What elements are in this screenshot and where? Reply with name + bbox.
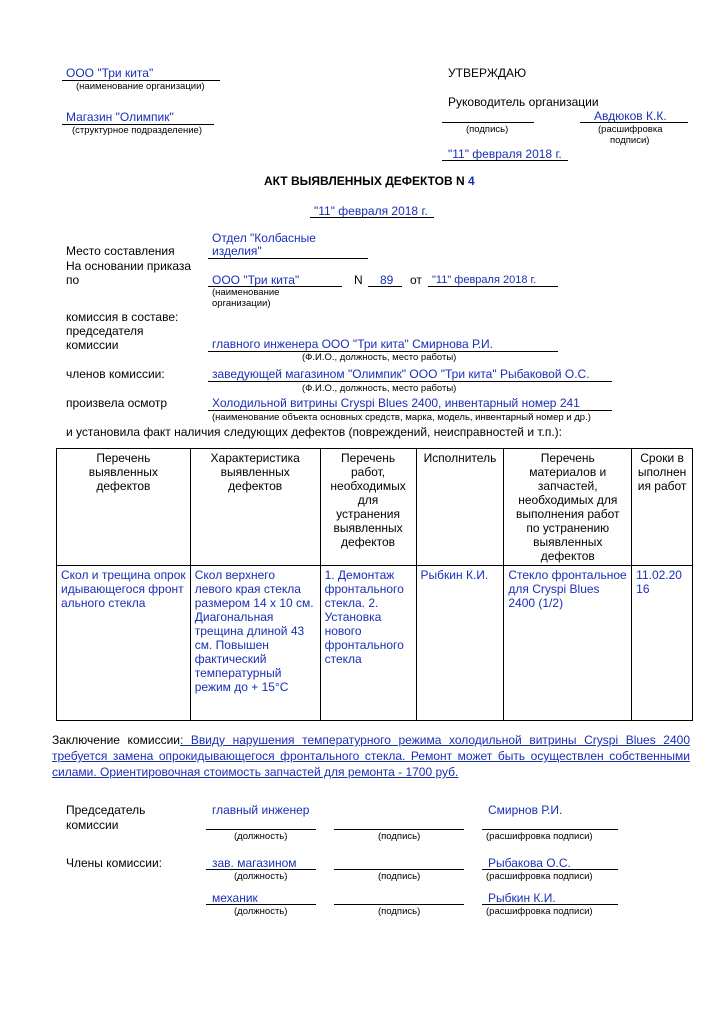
sig-chair-pos-line <box>206 829 316 830</box>
sig-chair-name-line <box>482 829 618 830</box>
table-cell: Стекло фронтальное для Cryspi Blues 2400 (1/2) <box>504 566 632 721</box>
header-cell: Перечень выявленных дефектов <box>57 449 191 566</box>
sig-m2-sign-line <box>334 904 464 905</box>
sig-member1-position: зав. магазином <box>212 856 297 870</box>
sig-chair-decode-caption: (расшифровка подписи) <box>486 831 593 842</box>
sig-m1-sign-line <box>334 869 464 870</box>
sig-m2-name-line <box>482 904 618 905</box>
header-cell: Исполнитель <box>416 449 504 566</box>
sig-chair-sign-caption: (подпись) <box>378 831 421 842</box>
approve-name: Авдюков К.К. <box>594 109 667 123</box>
approve-date-line <box>442 160 568 161</box>
chair-label-1: председателя <box>66 324 144 338</box>
sig-member2-position: механик <box>212 891 258 905</box>
sig-m2-sign-caption: (подпись) <box>378 906 421 917</box>
place-value-1: Отдел "Колбасные <box>212 231 316 245</box>
subdivision-caption: (структурное подразделение) <box>72 125 202 136</box>
sig-member1-name: Рыбакова О.С. <box>488 856 571 870</box>
conclusion <box>52 732 690 780</box>
subdivision-name: Магазин "Олимпик" <box>66 110 174 124</box>
place-label: Место составления <box>66 244 175 258</box>
sig-m1-decode-caption: (расшифровка подписи) <box>486 871 593 882</box>
order-org-caption-1: (наименование <box>212 287 280 298</box>
act-number: 4 <box>468 174 475 188</box>
act-date-line <box>310 217 434 218</box>
sig-chair-label-2: комиссии <box>66 818 119 832</box>
sig-chair-label-1: Председатель <box>66 803 146 817</box>
order-number-line <box>368 286 402 287</box>
defects-table <box>56 448 693 721</box>
sig-chair-name: Смирнов Р.И. <box>488 803 563 817</box>
order-from-label: от <box>410 273 422 287</box>
sig-chair-position: главный инженер <box>212 803 310 817</box>
order-number: 89 <box>380 273 394 287</box>
sig-m1-pos-line <box>206 869 316 870</box>
order-date-line <box>428 286 558 287</box>
chair-caption: (Ф.И.О., должность, место работы) <box>302 352 457 363</box>
approve-decode-caption-1: (расшифровка <box>598 124 663 135</box>
inspect-line <box>208 410 612 411</box>
conclusion-text: : Ввиду нарушения температурного режима холодильной витрины Cryspi Blues 2400 требуется замена опрокидывающегося фронтального стекла. Ремонт может быть осуществлен собственными силами. Ориентировочная стоимость запчастей для ремонта - 1700 руб. <box>52 733 690 779</box>
header-cell: Характеристика выявленных дефектов <box>190 449 320 566</box>
sig-members-label: Члены комиссии: <box>66 856 163 870</box>
header-cell: Перечень работ, необходимых для устранения выявленных дефектов <box>320 449 416 566</box>
sig-chair-sign-line <box>334 829 464 830</box>
act-date: "11" февраля 2018 г. <box>314 204 428 218</box>
table-cell: 11.02.2016 <box>632 566 693 721</box>
sig-chair-pos-caption: (должность) <box>234 831 288 842</box>
act-title <box>264 174 475 188</box>
act-title-text: АКТ ВЫЯВЛЕННЫХ ДЕФЕКТОВ N <box>264 174 465 188</box>
chair-value: главного инженера ООО "Три кита" Смирнова Р.И. <box>212 337 494 351</box>
approve-sign-caption: (подпись) <box>466 124 509 135</box>
org-name: ООО "Три кита" <box>66 66 154 80</box>
members-caption: (Ф.И.О., должность, место работы) <box>302 383 457 394</box>
approve-sign-line <box>442 122 534 123</box>
place-value-2: изделия" <box>212 244 262 258</box>
table-cell: Скол верхнего левого края стекла размером 14 х 10 см. Диагональная трещина длиной 43 см. Повышен фактический температурный режим до + 15°С <box>190 566 320 721</box>
header-cell: Сроки выполнения работ <box>632 449 693 566</box>
table-cell: 1. Демонтаж фронтального стекла. 2. Установка нового фронтального стекла <box>320 566 416 721</box>
order-label-1: На основании приказа <box>66 259 192 273</box>
members-label: членов комиссии: <box>66 367 165 381</box>
chair-label-2: комиссии <box>66 338 119 352</box>
sig-m1-pos-caption: (должность) <box>234 871 288 882</box>
members-value: заведующей магазином "Олимпик" ООО "Три кита" Рыбаковой О.С. <box>212 367 590 381</box>
org-name-caption: (наименование организации) <box>76 81 205 92</box>
inspect-caption: (наименование объекта основных средств, марка, модель, инвентарный номер и др.) <box>212 412 591 423</box>
place-line <box>208 258 368 259</box>
members-line <box>208 381 612 382</box>
order-org-caption-2: организации) <box>212 298 271 309</box>
sig-m2-pos-line <box>206 904 316 905</box>
approve-decode-caption-2: подписи) <box>610 135 650 146</box>
approve-date: "11" февраля 2018 г. <box>448 147 562 161</box>
sig-m2-pos-caption: (должность) <box>234 906 288 917</box>
order-label-2: по <box>66 273 80 287</box>
order-date: "11" февраля 2018 г. <box>432 274 537 286</box>
approve-title: УТВЕРЖДАЮ <box>448 66 527 80</box>
sig-m2-decode-caption: (расшифровка подписи) <box>486 906 593 917</box>
table-cell: Скол и трещина опрокидывающегося фронтального стекла <box>57 566 191 721</box>
approve-name-line <box>580 122 688 123</box>
table-row <box>57 566 693 721</box>
table-header-row <box>57 449 693 566</box>
approve-role: Руководитель организации <box>448 95 599 109</box>
sig-member2-name: Рыбкин К.И. <box>488 891 556 905</box>
inspect-label: произвела осмотр <box>66 396 168 410</box>
conclusion-label: Заключение комиссии <box>52 733 180 747</box>
commission-label: комиссия в составе: <box>66 310 179 324</box>
order-org: ООО "Три кита" <box>212 273 300 287</box>
sig-m1-name-line <box>482 869 618 870</box>
established-text: и установила факт наличия следующих дефектов (повреждений, неисправностей и т.п.): <box>66 425 563 439</box>
order-n-label: N <box>354 273 363 287</box>
header-cell: Перечень материалов и запчастей, необходимых для выполнения работ по устранению выявленных дефектов <box>504 449 632 566</box>
inspect-value: Холодильной витрины Cryspi Blues 2400, инвентарный номер 241 <box>212 396 580 410</box>
table-cell: Рыбкин К.И. <box>416 566 504 721</box>
sig-m1-sign-caption: (подпись) <box>378 871 421 882</box>
